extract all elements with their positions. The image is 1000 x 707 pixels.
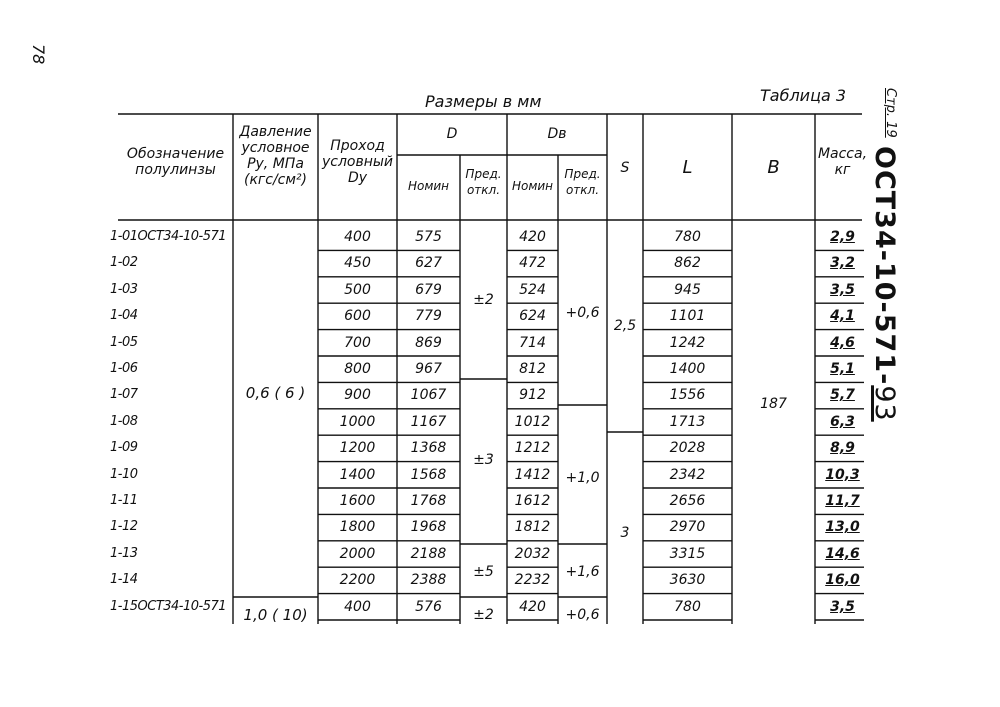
row-d: 967 [415, 361, 442, 377]
dv-tolerance-2: +1,0 [565, 470, 600, 486]
row-dv: 1812 [514, 519, 551, 536]
row-designation: 1-02 [110, 255, 138, 271]
row-dv: 1412 [514, 466, 551, 483]
row-l: 2656 [669, 493, 706, 509]
s-group-1: 2,5 [613, 318, 637, 334]
header-b: B [767, 157, 780, 178]
row-mass: 5,1 [830, 361, 855, 377]
row-l: 780 [674, 598, 701, 615]
row-d: 2388 [410, 572, 447, 589]
row-bore: 800 [344, 361, 371, 377]
row-dv: 912 [519, 387, 546, 404]
row-d: 679 [415, 281, 442, 298]
standard-code-year: 93 [869, 385, 900, 422]
row-mass: 4,1 [830, 308, 855, 325]
row-mass: 10,3 [825, 466, 860, 483]
header-d-tol: Пред. откл. [465, 167, 502, 197]
row-designation: 1-01ОСТ34-10-571 [110, 229, 227, 244]
row-dv: 624 [519, 308, 546, 325]
dv-tolerance-4: +0,6 [565, 607, 600, 623]
row-designation: 1-11 [110, 493, 138, 508]
row-designation: 1-05 [110, 334, 138, 350]
row-bore: 1400 [339, 466, 376, 483]
row-d: 1067 [410, 387, 447, 404]
row-d: 869 [415, 334, 442, 351]
row-mass: 8,9 [830, 440, 855, 457]
s-group-2: 3 [620, 525, 630, 541]
row-mass: 13,0 [825, 519, 860, 536]
header-mass: Масса, кг [817, 146, 868, 178]
row-bore: 1600 [339, 493, 376, 509]
d-tolerance-2: ±3 [473, 452, 494, 468]
row-bore: 600 [344, 308, 371, 325]
row-designation: 1-06 [110, 361, 138, 376]
header-dv-nom: Номин [511, 179, 554, 193]
row-dv: 524 [519, 281, 546, 298]
table-label: Таблица 3 [760, 86, 847, 105]
row-mass: 6,3 [830, 413, 855, 430]
row-l: 945 [674, 281, 701, 298]
row-dv: 472 [519, 255, 546, 272]
row-bore: 1800 [339, 519, 376, 536]
row-dv: 1012 [514, 413, 551, 430]
row-l: 862 [674, 255, 701, 272]
header-d-nom: Номин [407, 179, 450, 193]
row-bore: 400 [344, 229, 371, 245]
row-designation: 1-10 [110, 466, 138, 482]
row-l: 2028 [669, 440, 706, 457]
row-bore: 1000 [339, 413, 376, 430]
header-s: S [620, 160, 630, 176]
side-page-number: Стр. 19 [883, 88, 898, 138]
row-mass: 16,0 [825, 572, 860, 589]
dv-tolerance-1: +0,6 [565, 305, 600, 321]
row-l: 2342 [669, 466, 706, 483]
row-designation: 1-13 [110, 545, 138, 561]
row-d: 627 [415, 255, 442, 272]
row-d: 576 [415, 598, 442, 615]
row-mass: 4,6 [830, 334, 855, 351]
d-tolerance-3: ±5 [473, 564, 494, 580]
row-l: 1713 [669, 413, 706, 430]
d-tolerance-1: ±2 [473, 292, 494, 308]
pressure-group-a: 0,6 ( 6 ) [245, 384, 306, 402]
row-designation: 1-08 [110, 413, 138, 429]
row-bore: 400 [344, 598, 371, 615]
row-l: 1400 [669, 361, 706, 377]
row-l: 1101 [669, 308, 706, 325]
standard-code-main: ОСТ34-10-571- [869, 146, 900, 386]
row-l: 1242 [669, 334, 706, 351]
row-designation: 1-04 [110, 308, 138, 324]
row-mass: 3,2 [830, 255, 855, 272]
header-dv: Dв [547, 126, 567, 142]
row-l: 1556 [669, 387, 706, 404]
row-dv: 2232 [514, 572, 551, 589]
row-d: 1768 [410, 493, 447, 509]
row-d: 1968 [410, 519, 447, 536]
row-l: 3630 [669, 572, 706, 589]
row-d: 1368 [410, 440, 447, 457]
row-designation: 1-07 [110, 387, 138, 403]
row-mass: 2,9 [830, 229, 855, 245]
row-dv: 1212 [514, 440, 551, 457]
row-designation: 1-15ОСТ34-10-571 [110, 598, 227, 614]
row-mass: 11,7 [825, 493, 860, 509]
header-d: D [446, 126, 458, 142]
row-dv: 812 [519, 361, 546, 377]
header-designation: Обозначение полулинзы [126, 146, 225, 178]
b-value: 187 [760, 396, 787, 412]
row-dv: 420 [519, 598, 546, 615]
row-bore: 500 [344, 281, 371, 298]
row-d: 575 [415, 229, 442, 245]
row-mass: 14,6 [825, 545, 860, 562]
row-dv: 420 [519, 229, 546, 245]
header-bore: Проход условный Dу [321, 138, 394, 186]
row-d: 1167 [410, 413, 447, 430]
row-l: 780 [674, 229, 701, 245]
row-bore: 700 [344, 334, 371, 351]
dv-tolerance-3: +1,6 [565, 564, 600, 580]
dimensions-caption: Размеры в мм [425, 92, 542, 111]
row-bore: 2000 [339, 545, 376, 562]
d-tolerance-4: ±2 [473, 607, 494, 623]
row-designation: 1-03 [110, 281, 138, 297]
header-pressure: Давление условное Ру, МПа (кгс/см²) [239, 124, 312, 188]
row-bore: 1200 [339, 440, 376, 457]
row-mass: 3,5 [830, 281, 855, 298]
row-designation: 1-12 [110, 519, 138, 535]
pressure-group-b: 1,0 ( 10) [243, 606, 308, 624]
row-bore: 900 [344, 387, 371, 404]
row-d: 2188 [410, 545, 447, 562]
row-mass: 5,7 [830, 387, 855, 404]
row-dv: 1612 [514, 493, 551, 509]
row-d: 779 [415, 308, 442, 325]
row-dv: 2032 [514, 545, 551, 562]
row-mass: 3,5 [830, 598, 855, 615]
row-d: 1568 [410, 466, 447, 483]
header-l: L [682, 157, 693, 178]
row-designation: 1-14 [110, 572, 138, 588]
header-dv-tol: Пред. откл. [564, 167, 601, 197]
row-l: 3315 [669, 545, 706, 562]
row-dv: 714 [519, 334, 546, 351]
page-number: 78 [29, 44, 48, 65]
row-l: 2970 [669, 519, 706, 536]
row-bore: 2200 [339, 572, 376, 589]
row-bore: 450 [344, 255, 371, 272]
row-designation: 1-09 [110, 440, 138, 456]
